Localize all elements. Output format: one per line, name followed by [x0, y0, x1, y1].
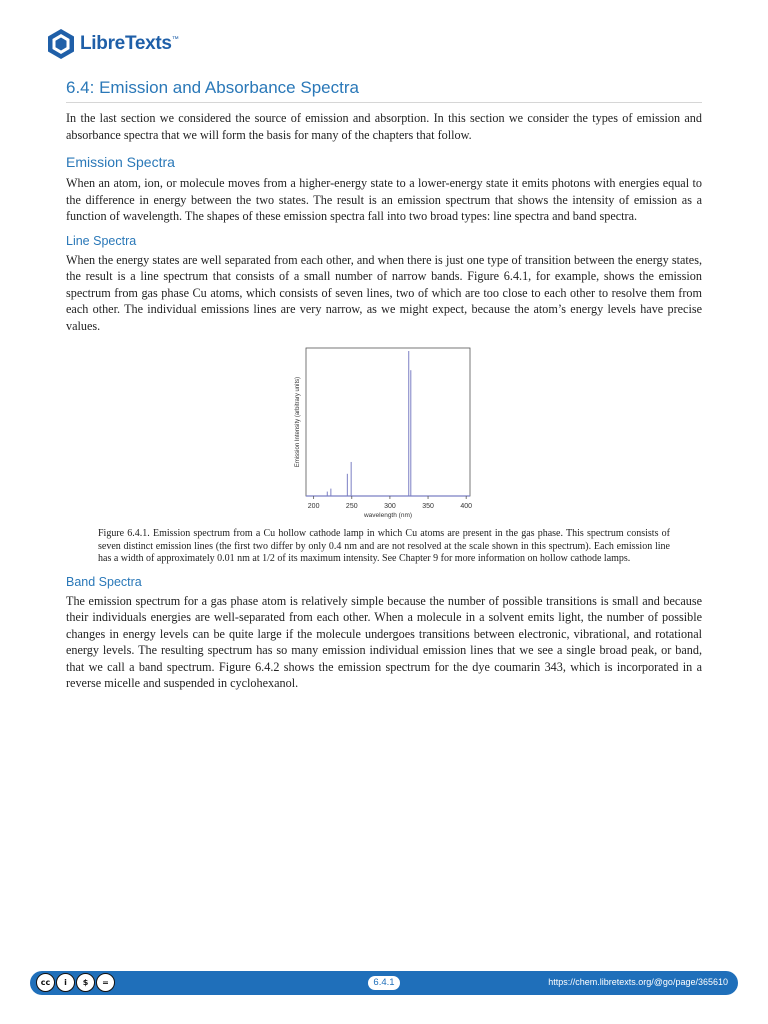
x-tick-label: 200 [307, 503, 320, 510]
figure-caption: Figure 6.4.1. Emission spectrum from a Cu hollow cathode lamp in which Cu atoms are present in the gas phase. This spectrum consists of seven distinct emission lines (the first two differ by only 0.4 nm and are not resolved at the scale shown in this spectrum). Each emission line has a width of approximately 0.01 nm at 1/2 of its maximum intensity. See Chapter 9 for more information on hollow cathode lamps. [98, 528, 670, 564]
chart-svg [288, 342, 488, 522]
logo-trademark: ™ [171, 36, 179, 43]
libretexts-hexagon-icon [46, 28, 76, 60]
cc-license-badge[interactable] [36, 973, 116, 992]
article [66, 78, 702, 692]
emission-paragraph: When an atom, ion, or molecule moves from a higher-energy state to a lower-energy state it emits photons with energies equal to the difference in energy between the two states. The result is an emission spectrum that shows the intensity of emission as a function of wavelength. The shapes of these emission spectra fall into two broad types: line spectra and band spectra. [66, 176, 702, 223]
band-spectra-paragraph: The emission spectrum for a gas phase atom is relatively simple because the number of possible transitions is small and because their individuals energies are well-separated from each other. When a molecule in a solvent emits light, the number of possible changes in energy levels can be quite large if the molecule undergoes transitions between electronic, vibrational, and rotational energy levels. The resulting spectrum has so many emission individual emission lines that we see a single broad peak, or band, that we call a band spectrum. Figure 6.4.2 shows the emission spectrum for the dye coumarin 343, which is incorporated in a reverse micelle and suspended in cyclohexanol. [66, 593, 702, 690]
y-axis-label: Emission Intensity (arbitrary units) [295, 376, 301, 468]
cc-icon: cc [36, 973, 55, 992]
intro-paragraph: In the last section we considered the source of emission and absorption. In this section we consider the types of emission and absorbance spectra that we will form the basis for many of the chapters that follow. [66, 111, 702, 142]
x-axis-label: wavelength (nm) [363, 512, 413, 519]
page-number: 6.4.1 [368, 976, 400, 990]
noncommercial-icon: $ [76, 973, 95, 992]
attribution-icon: i [56, 973, 75, 992]
page-title: 6.4: Emission and Absorbance Spectra [66, 78, 702, 103]
x-tick-label: 400 [460, 503, 473, 510]
subsection-heading-line-spectra: Line Spectra [66, 233, 137, 248]
subsection-heading-band-spectra: Band Spectra [66, 574, 142, 589]
page-footer [30, 971, 738, 995]
x-tick-label: 350 [422, 503, 434, 510]
section-heading-emission: Emission Spectra [66, 154, 175, 170]
plot-frame [306, 348, 470, 496]
x-tick-label: 250 [345, 503, 358, 510]
line-spectra-paragraph: When the energy states are well separated from each other, and when there is just one type of transition between the energy states, the result is a line spectrum that consists of a small number of narrow bands. Figure 6.4.1, for example, shows the emission spectrum from gas phase Cu atoms, which consists of seven lines, two of which are too close to each other to resolve them from each other. The individual emissions lines are very narrow, as we might expect, because the atom’s energy levels have precise values. [66, 252, 702, 333]
page-url-link[interactable]: https://chem.libretexts.org/@go/page/365610 [548, 977, 728, 987]
sharealike-icon: = [96, 973, 115, 992]
emission-spectrum-chart [288, 342, 488, 522]
figure-6-4-1 [66, 342, 702, 566]
libretexts-logo[interactable] [46, 27, 179, 61]
x-tick-label: 300 [384, 503, 396, 510]
logo-text: LibreTexts [80, 33, 172, 54]
